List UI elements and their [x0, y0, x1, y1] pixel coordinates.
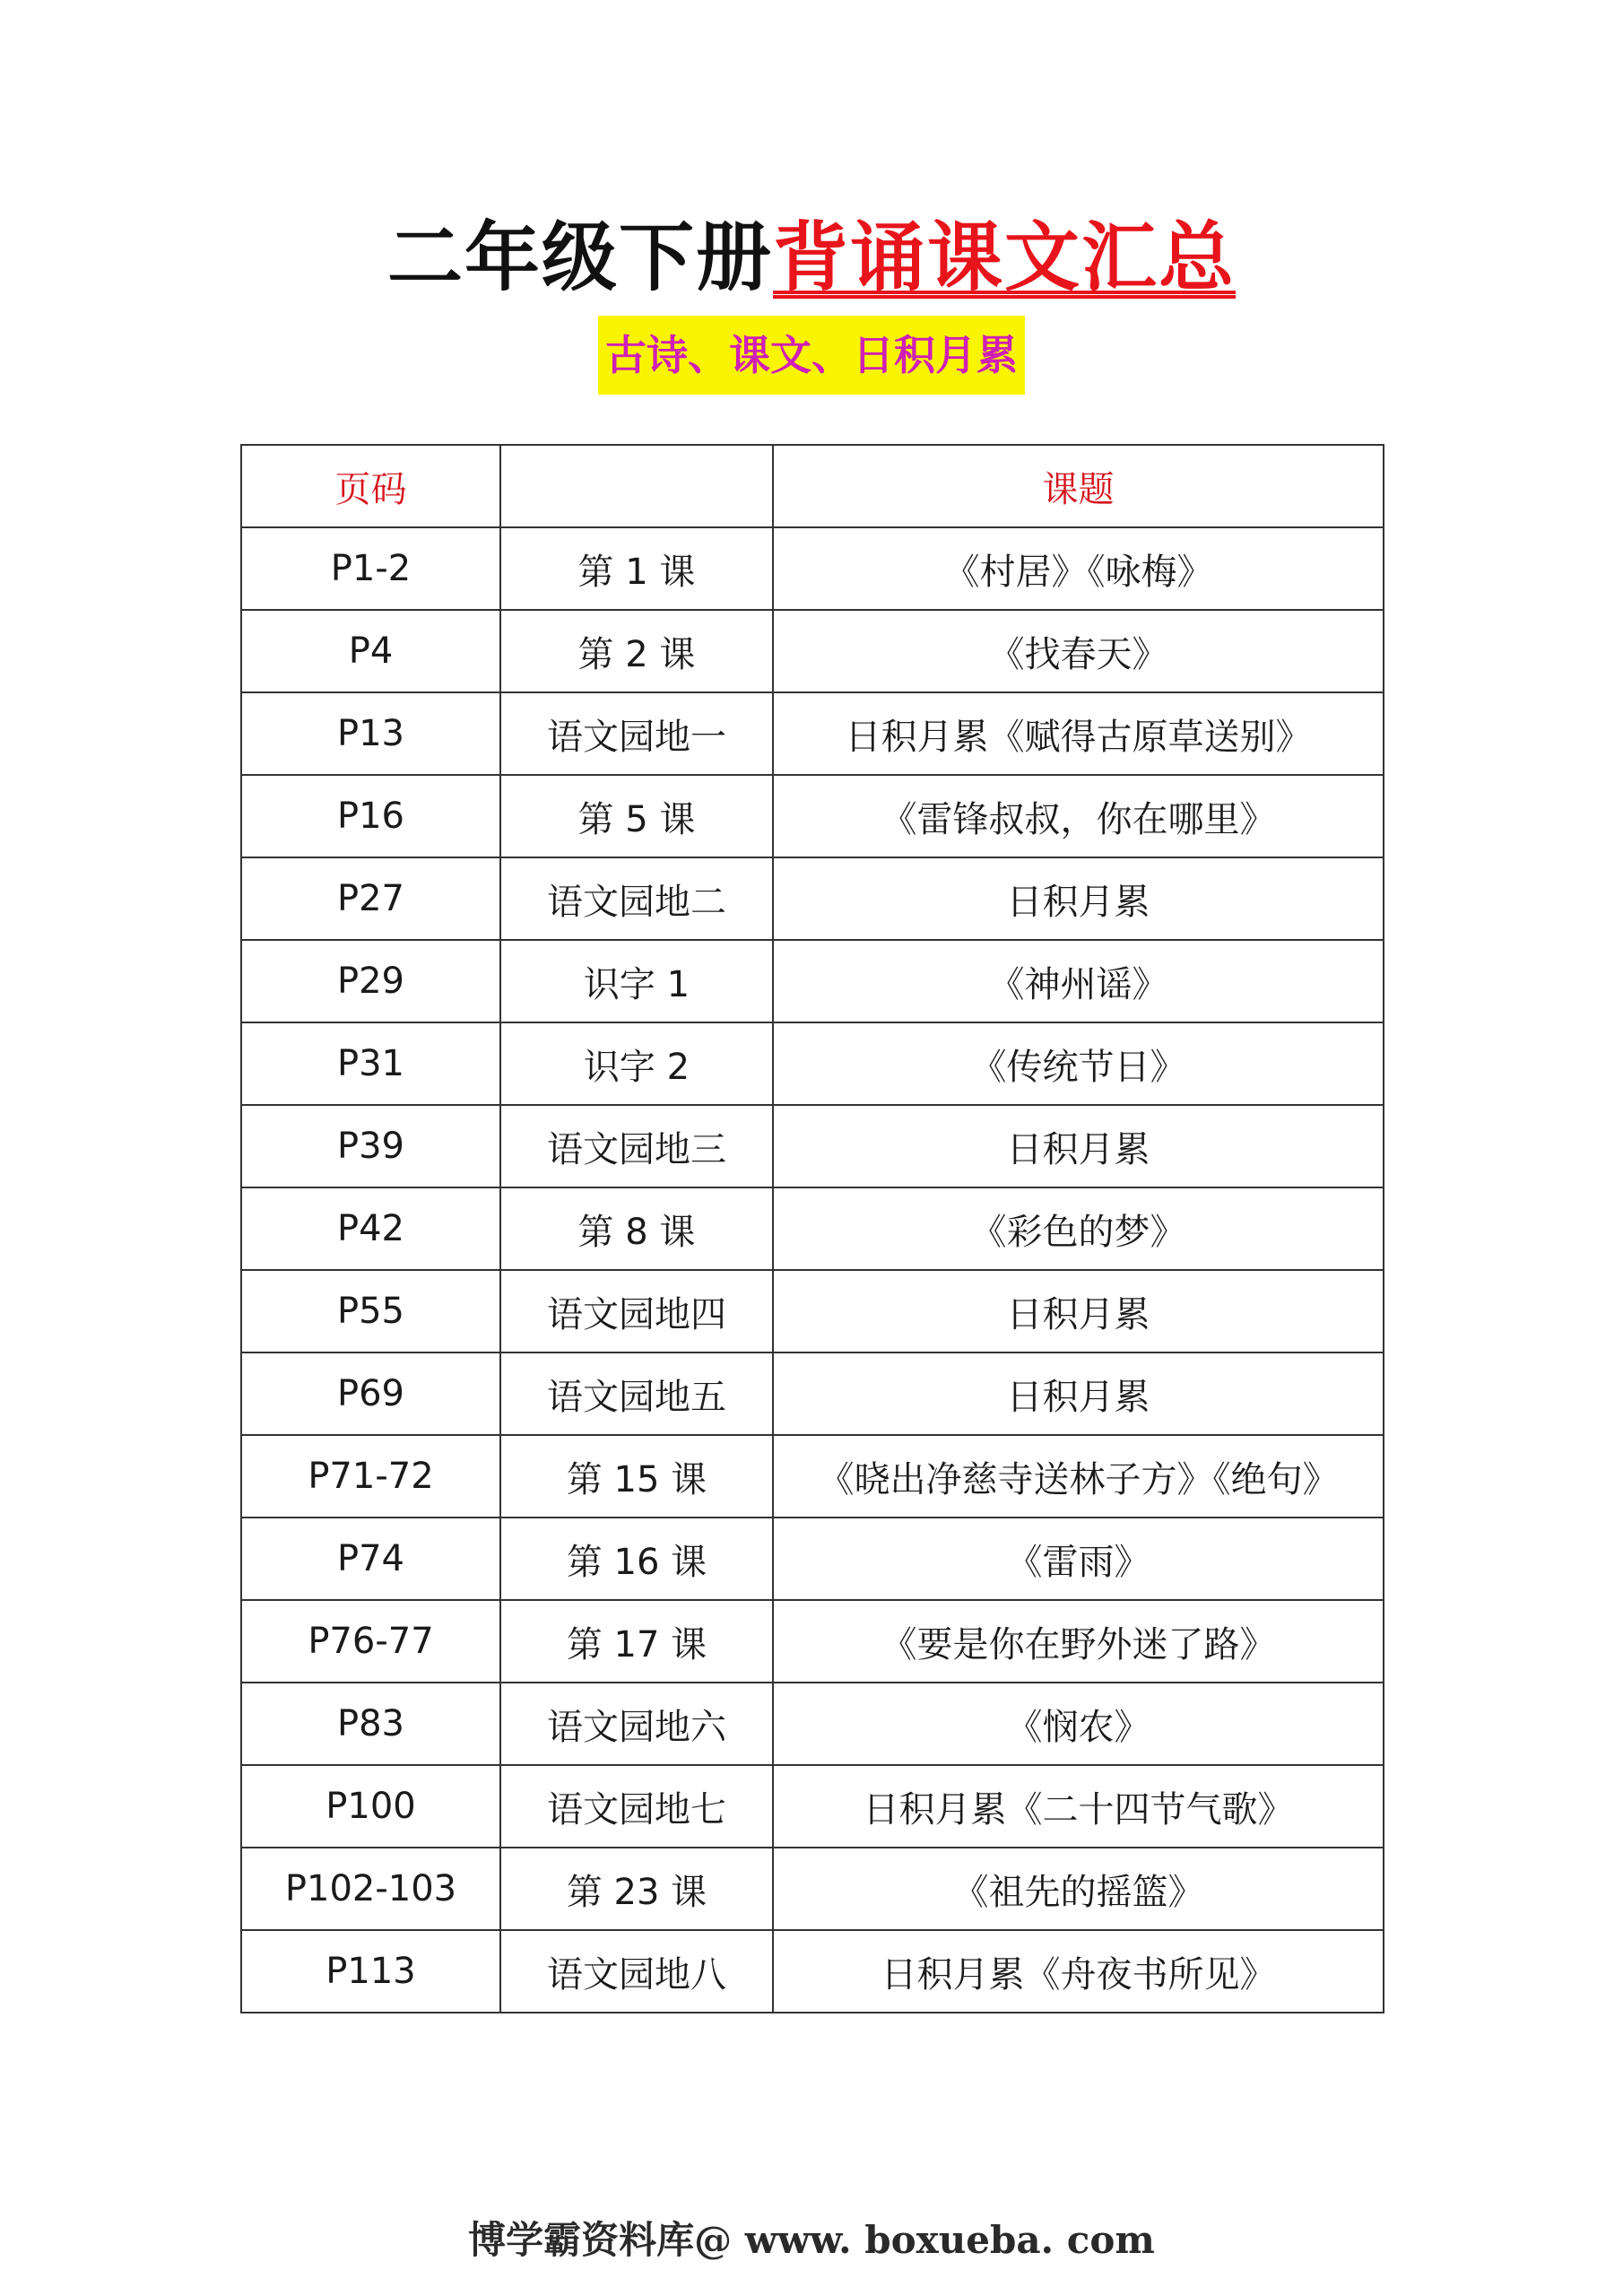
cell-page: P42	[241, 1187, 500, 1270]
cell-lesson: 第 23 课	[500, 1848, 773, 1930]
subtitle-banner: 古诗、课文、日积月累	[598, 316, 1025, 395]
cell-lesson: 识字 2	[500, 1022, 773, 1105]
cell-page: P102-103	[241, 1848, 500, 1930]
table-row	[241, 1105, 1384, 1187]
cell-lesson: 语文园地五	[500, 1352, 773, 1435]
cell-topic: 《要是你在野外迷了路》	[773, 1600, 1384, 1683]
cell-lesson: 语文园地七	[500, 1765, 773, 1848]
table-row	[241, 1848, 1384, 1930]
cell-topic: 《晓出净慈寺送林子方》《绝句》	[773, 1435, 1384, 1518]
cell-topic: 《神州谣》	[773, 940, 1384, 1022]
cell-lesson: 语文园地四	[500, 1270, 773, 1352]
cell-topic: 日积月累	[773, 857, 1384, 940]
table-row	[241, 1600, 1384, 1683]
cell-lesson: 识字 1	[500, 940, 773, 1022]
table-row	[241, 775, 1384, 857]
cell-topic: 《雷雨》	[773, 1518, 1384, 1600]
cell-page: P16	[241, 775, 500, 857]
cell-topic: 日积月累	[773, 1270, 1384, 1352]
subtitle-container	[0, 316, 1623, 395]
cell-topic: 《祖先的摇篮》	[773, 1848, 1384, 1930]
cell-page: P31	[241, 1022, 500, 1105]
table-row	[241, 610, 1384, 692]
cell-page: P69	[241, 1352, 500, 1435]
cell-page: P13	[241, 692, 500, 775]
cell-lesson: 语文园地一	[500, 692, 773, 775]
cell-topic: 《传统节日》	[773, 1022, 1384, 1105]
table-row	[241, 1352, 1384, 1435]
cell-lesson: 第 2 课	[500, 610, 773, 692]
table-row	[241, 1435, 1384, 1518]
cell-lesson: 语文园地八	[500, 1930, 773, 2013]
footer-watermark: 博学霸资料库@ www. boxueba. com	[468, 2218, 1155, 2262]
cell-topic: 日积月累《赋得古原草送别》	[773, 692, 1384, 775]
table-header-row	[241, 445, 1384, 527]
cell-page: P74	[241, 1518, 500, 1600]
title-grade-text: 二年级下册	[386, 213, 773, 301]
cell-lesson: 语文园地三	[500, 1105, 773, 1187]
cell-page: P1-2	[241, 527, 500, 610]
cell-page: P71-72	[241, 1435, 500, 1518]
table-row	[241, 940, 1384, 1022]
recitation-table	[240, 444, 1384, 2013]
table-row	[241, 857, 1384, 940]
cell-page: P55	[241, 1270, 500, 1352]
cell-lesson: 第 17 课	[500, 1600, 773, 1683]
cell-topic: 《村居》《咏梅》	[773, 527, 1384, 610]
cell-lesson: 第 1 课	[500, 527, 773, 610]
cell-lesson: 第 16 课	[500, 1518, 773, 1600]
cell-topic: 《彩色的梦》	[773, 1187, 1384, 1270]
cell-page: P76-77	[241, 1600, 500, 1683]
table-row	[241, 1518, 1384, 1600]
cell-topic: 《找春天》	[773, 610, 1384, 692]
cell-topic: 日积月累	[773, 1352, 1384, 1435]
cell-lesson: 第 5 课	[500, 775, 773, 857]
table-row	[241, 1930, 1384, 2013]
table-row	[241, 1683, 1384, 1765]
header-topic: 课题	[773, 445, 1384, 527]
cell-topic: 《悯农》	[773, 1683, 1384, 1765]
header-lesson	[500, 445, 773, 527]
cell-page: P83	[241, 1683, 500, 1765]
cell-lesson: 第 8 课	[500, 1187, 773, 1270]
table-row	[241, 1765, 1384, 1848]
cell-page: P4	[241, 610, 500, 692]
cell-topic: 《雷锋叔叔，你在哪里》	[773, 775, 1384, 857]
header-page: 页码	[241, 445, 500, 527]
table-row	[241, 1187, 1384, 1270]
cell-topic: 日积月累	[773, 1105, 1384, 1187]
title-highlight-text: 背诵课文汇总	[773, 213, 1237, 301]
cell-lesson: 第 15 课	[500, 1435, 773, 1518]
cell-topic: 日积月累《舟夜书所见》	[773, 1930, 1384, 2013]
cell-topic: 日积月累《二十四节气歌》	[773, 1765, 1384, 1848]
cell-page: P29	[241, 940, 500, 1022]
table-row	[241, 527, 1384, 610]
cell-page: P27	[241, 857, 500, 940]
cell-lesson: 语文园地六	[500, 1683, 773, 1765]
cell-page: P39	[241, 1105, 500, 1187]
cell-page: P100	[241, 1765, 500, 1848]
table-row	[241, 692, 1384, 775]
table-row	[241, 1270, 1384, 1352]
cell-page: P113	[241, 1930, 500, 2013]
cell-lesson: 语文园地二	[500, 857, 773, 940]
table-row	[241, 1022, 1384, 1105]
page-title	[0, 208, 1623, 307]
